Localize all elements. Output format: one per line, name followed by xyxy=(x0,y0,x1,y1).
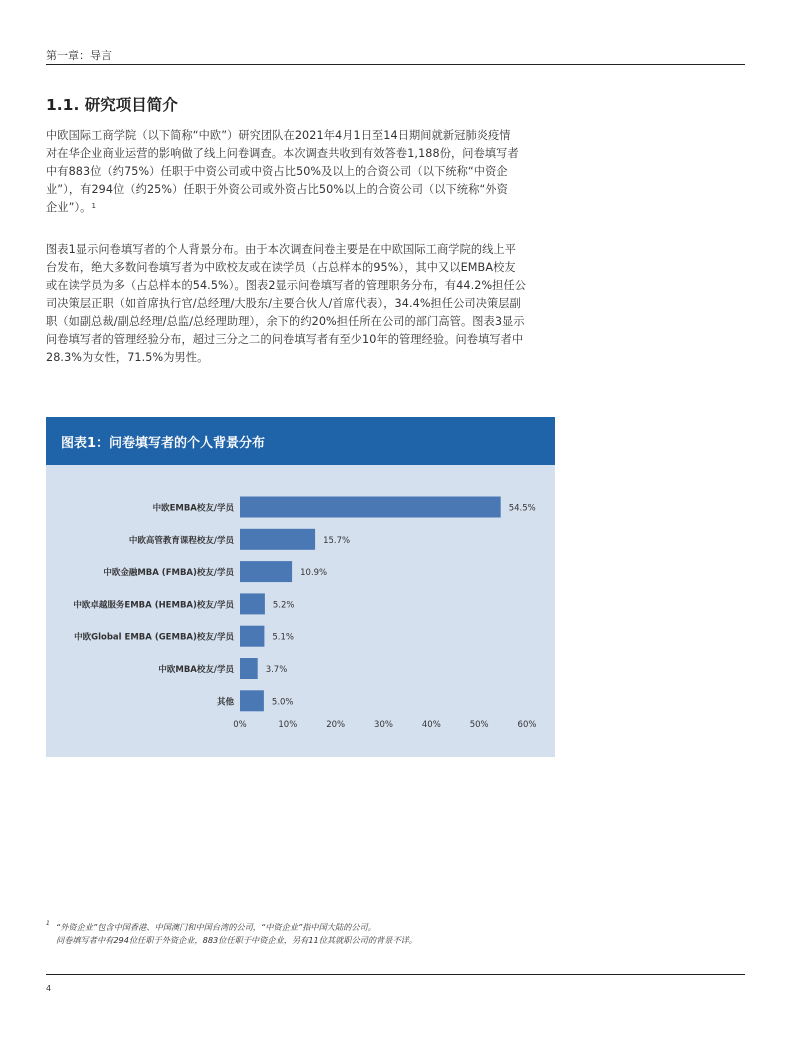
chart-header xyxy=(46,417,555,465)
paragraph-line: 问卷填写者的管理经验分布，超过三分之二的问卷填写者有至少10年的管理经验。问卷填写者中 xyxy=(46,333,524,346)
category-label: 其他 xyxy=(216,697,234,708)
footnote-line: 问卷填写者中有294位任职于外资企业，883位任职于中资企业，另有11位其就职公司的背景不详。 xyxy=(56,935,417,945)
x-tick-label: 60% xyxy=(517,720,537,730)
chapter-heading: 第一章：导言 xyxy=(46,49,112,62)
intro-paragraph xyxy=(46,127,558,217)
data-label: 5.0% xyxy=(271,697,294,708)
paragraph-line: 图表1显示问卷填写者的个人背景分布。由于本次调查问卷主要是在中欧国际工商学院的线上平 xyxy=(46,243,517,256)
bar xyxy=(240,690,264,711)
x-tick-label: 10% xyxy=(278,720,298,730)
x-tick-label: 20% xyxy=(326,720,346,730)
footnote-ref[interactable]: 1 xyxy=(91,202,97,210)
data-label: 54.5% xyxy=(508,503,536,514)
paragraph-line: 企业”）。 xyxy=(46,201,92,214)
bar-chart xyxy=(46,465,555,757)
paragraph-line: 司决策层正职（如首席执行官/总经理/大股东/主要合伙人/首席代表），34.4%担任公司决策层副 xyxy=(46,297,521,310)
category-label: 中欧金融MBA (FMBA)校友/学员 xyxy=(103,568,234,579)
paragraph-line: 或在读学员为多（占总样本的54.5%）。图表2显示问卷填写者的管理职务分布，有44.2%担任公 xyxy=(46,279,527,292)
bar xyxy=(240,529,315,550)
footnote-mark: 1 xyxy=(46,920,50,927)
paragraph-line: 中有883位（约75%）任职于中资公司或中资占比50%及以上的合资公司（以下统称“中资企 xyxy=(46,165,508,178)
bar xyxy=(240,593,265,614)
background-paragraph xyxy=(46,241,558,367)
x-tick-label: 50% xyxy=(469,720,489,730)
header-rule xyxy=(46,64,745,65)
category-label: 中欧Global EMBA (GEMBA)校友/学员 xyxy=(74,632,234,643)
data-label: 10.9% xyxy=(300,568,328,579)
bar xyxy=(240,497,501,518)
category-label: 中欧MBA校友/学员 xyxy=(158,665,234,675)
data-label: 5.1% xyxy=(272,632,295,643)
footnote-line: “外资企业”包含中国香港、中国澳门和中国台湾的公司，“中资企业”指中国大陆的公司。 xyxy=(56,922,376,932)
data-label: 15.7% xyxy=(323,535,351,546)
footnote xyxy=(46,921,417,947)
chart-title: 图表1：问卷填写者的个人背景分布 xyxy=(61,436,266,451)
paragraph-line: 中欧国际工商学院（以下简称“中欧”）研究团队在2021年4月1日至14日期间就新冠肺炎疫情 xyxy=(46,129,511,142)
bar xyxy=(240,561,292,582)
chart-figure xyxy=(46,417,555,757)
bar xyxy=(240,658,258,679)
paragraph-line: 对在华企业商业运营的影响做了线上问卷调查。本次调查共收到有效答卷1,188份，问卷填写者 xyxy=(46,147,519,160)
section-title: 1.1. 研究项目简介 xyxy=(46,96,178,114)
x-tick-label: 30% xyxy=(374,720,393,730)
footer-rule xyxy=(46,974,745,975)
x-tick-label: 0% xyxy=(233,720,247,730)
data-label: 5.2% xyxy=(272,600,295,611)
data-label: 3.7% xyxy=(265,665,288,675)
paragraph-line: 28.3%为女性，71.5%为男性。 xyxy=(46,351,209,364)
category-label: 中欧高管教育课程校友/学员 xyxy=(128,535,234,546)
paragraph-line: 职（如副总裁/副总经理/总监/总经理助理），余下的约20%担任所在公司的部门高管。图表3显示 xyxy=(46,315,525,328)
page-number: 4 xyxy=(46,984,52,993)
x-tick-label: 40% xyxy=(421,720,441,730)
bar xyxy=(240,626,264,647)
category-label: 中欧卓越服务EMBA (HEMBA)校友/学员 xyxy=(73,600,234,611)
paragraph-line: 业”），有294位（约25%）任职于外资公司或外资占比50%以上的合资公司（以下统称“外资 xyxy=(46,183,508,196)
paragraph-line: 台发布，绝大多数问卷填写者为中欧校友或在读学员（占总样本的95%），其中又以EMBA校友 xyxy=(46,261,516,274)
category-label: 中欧EMBA校友/学员 xyxy=(152,503,234,514)
